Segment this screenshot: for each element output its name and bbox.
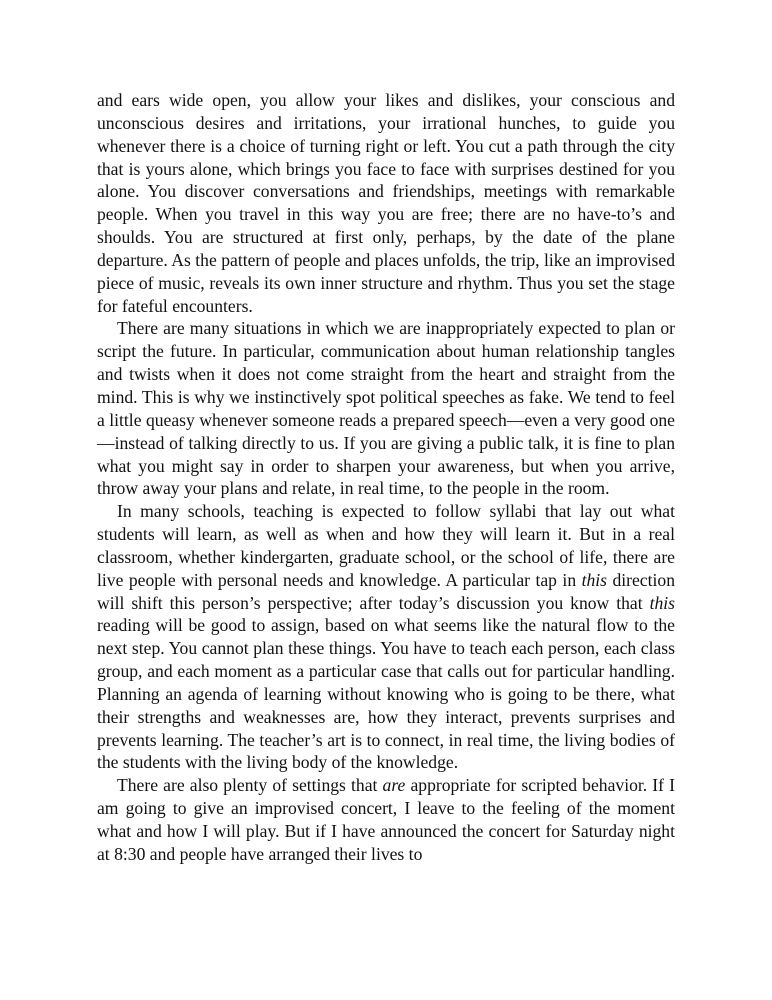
text-segment: There are many situations in which we are inappropriately expected to plan or script the future. In particular, communication about human relationship tangles and twists when it does not come straight from the heart and straight from the mind. This is why we instinctively spot political speeches as fake. We tend to feel a little queasy whenever someone reads a prepared speech—even a very good one—instead of talking directly to us. If you are giving a public talk, it is fine to plan what you might say in order to sharpen your awareness, but when you arrive, throw away your plans and relate, in real time, to the people in the room.: [97, 318, 675, 499]
paragraph-4: [97, 774, 675, 865]
text-segment: There are also plenty of settings that: [117, 775, 383, 796]
italic-emphasis: this: [649, 592, 675, 613]
paragraph-1: [97, 89, 675, 317]
text-segment: In many schools, teaching is expected to follow syllabi that lay out what students will learn, as well as when and how they will learn it. But in a real classroom, whether kindergarten, graduate school, or the school of life, there are live people with personal needs and knowledge. A particular tap in: [97, 501, 675, 590]
text-segment: direction will shift this person’s perspective; after today’s discussion you know that: [97, 569, 675, 613]
italic-emphasis: are: [382, 775, 406, 796]
paragraph-2: [97, 317, 675, 500]
italic-emphasis: this: [581, 569, 607, 590]
text-segment: appropriate for scripted behavior. If I am going to give an improvised concert, I leave to the feeling of the moment what and how I will play. But if I have announced the concert for Saturday night at 8:30 and people have arranged their lives to: [97, 775, 675, 864]
text-segment: reading will be good to assign, based on what seems like the natural flow to the next step. You cannot plan these things. You have to teach each person, each class group, and each moment as a particular case that calls out for particular handling. Planning an agenda of learning without knowing who is going to be there, what their strengths and weaknesses are, how they interact, prevents surprises and prevents learning. The teacher’s art is to connect, in real time, the living bodies of the students with the living body of the knowledge.: [97, 615, 675, 773]
paragraph-3: [97, 500, 675, 774]
text-segment: and ears wide open, you allow your likes and dislikes, your conscious and unconscious desires and irritations, your irrational hunches, to guide you whenever there is a choice of turning right or left. You cut a path through the city that is yours alone, which brings you face to face with surprises destined for you alone. You discover conversations and friendships, meetings with remarkable people. When you travel in this way you are free; there are no have-to’s and shoulds. You are structured at first only, perhaps, by the date of the plane departure. As the pattern of people and places unfolds, the trip, like an improvised piece of music, reveals its own inner structure and rhythm. Thus you set the stage for fateful encounters.: [97, 90, 675, 316]
body-text: [97, 89, 675, 866]
